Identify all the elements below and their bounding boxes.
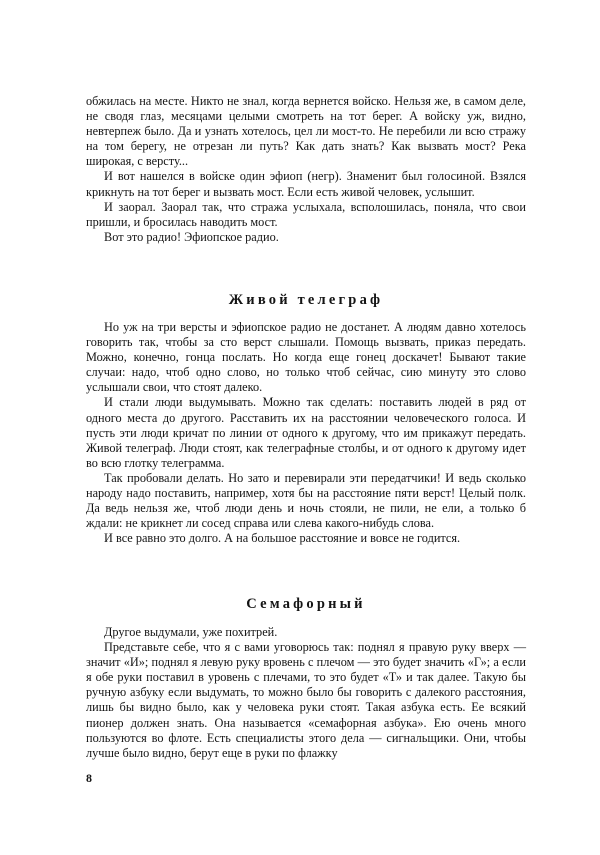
paragraph: Вот это радио! Эфиопское радио. (104, 229, 279, 244)
paragraph: Представьте себе, что я с вами уговорюсь так: поднял я правую руку вверх — значит «И»; поднял я левую руку вровень с плечом — это будет значить «Г»; а если я обе руки поставил в уровень с плечами, то это будет «Т» и так далее. Такую бы ручную азбуку если выдумать, то можно было бы говорить с далекого расстояния, лишь бы видно было, как у человека руки стоят. Такая азбука есть. Ее всякий пионер должен знать. Она называется «семафорная азбука». Ею очень много пользуются во флоте. Есть специалисты этого дела — сигнальщики. Они, чтобы лучше было видно, берут еще в руки по флажку (86, 640, 526, 760)
paragraph: И все равно это долго. А на большое расстояние и вовсе не годится. (104, 531, 461, 546)
section-title: Семафорный (246, 596, 366, 612)
section-text (86, 625, 526, 761)
section-title: Живой телеграф (228, 292, 384, 308)
paragraph: Так пробовали делать. Но зато и перевирали эти передатчики! И ведь сколько народу надо поставить, например, хотя бы на расстояние пяти верст! Целый полк. Да ведь нельзя же, чтоб люди день и ночь стояли, не пили, не ели, а только б ждали: не крикнет ли сосед справа или слева какого-нибудь слова. (86, 470, 526, 531)
section-text (86, 320, 526, 546)
paragraph: И заорал. Заорал так, что стража услыхала, всполошилась, поняла, что свои пришли, и бросилась наводить мост. (86, 199, 526, 229)
paragraph: И вот нашелся в войске один эфиоп (негр). Знаменит был голосиной. Взялся крикнуть на тот берег и вызвать мост. Если есть живой человек, услышит. (86, 169, 526, 199)
paragraph: И стали люди выдумывать. Можно так сделать: поставить людей в ряд от одного места до другого. Расставить их на расстоянии человеческого голоса. И пусть эти люди кричат по линии от одного к другому, что им прикажут передать. Живой телеграф. Люди стоят, как телеграфные столбы, и от одного к другому идет во всю глотку телеграмма. (86, 395, 526, 470)
page-number: 8 (86, 771, 92, 785)
paragraph: Но уж на три версты и эфиопское радио не достанет. А людям давно хотелось говорить так, чтобы за сто верст слышали. Помощь вызвать, приказ передать. Можно, конечно, гонца послать. Но когда еще гонец доскачет! Бывают такие случаи: надо, чтоб одно слово, но только чтоб сейчас, сию минуту это слово услышали свои, что стоят далеко. (86, 320, 526, 395)
intro-text (86, 94, 526, 245)
paragraph: обжилась на месте. Никто не знал, когда вернется войско. Нельзя же, в самом деле, не сводя глаз, месяцами целыми смотреть на тот берег. А войску уж, видно, невтерпеж было. Да и узнать хотелось, цел ли мост-то. Не перебили ли всю стражу на том берегу, не отрезан ли путь? Как дать знать? Как вызвать мост? Река широкая, с версту... (86, 94, 526, 169)
paragraph: Другое выдумали, уже похитрей. (104, 625, 278, 639)
